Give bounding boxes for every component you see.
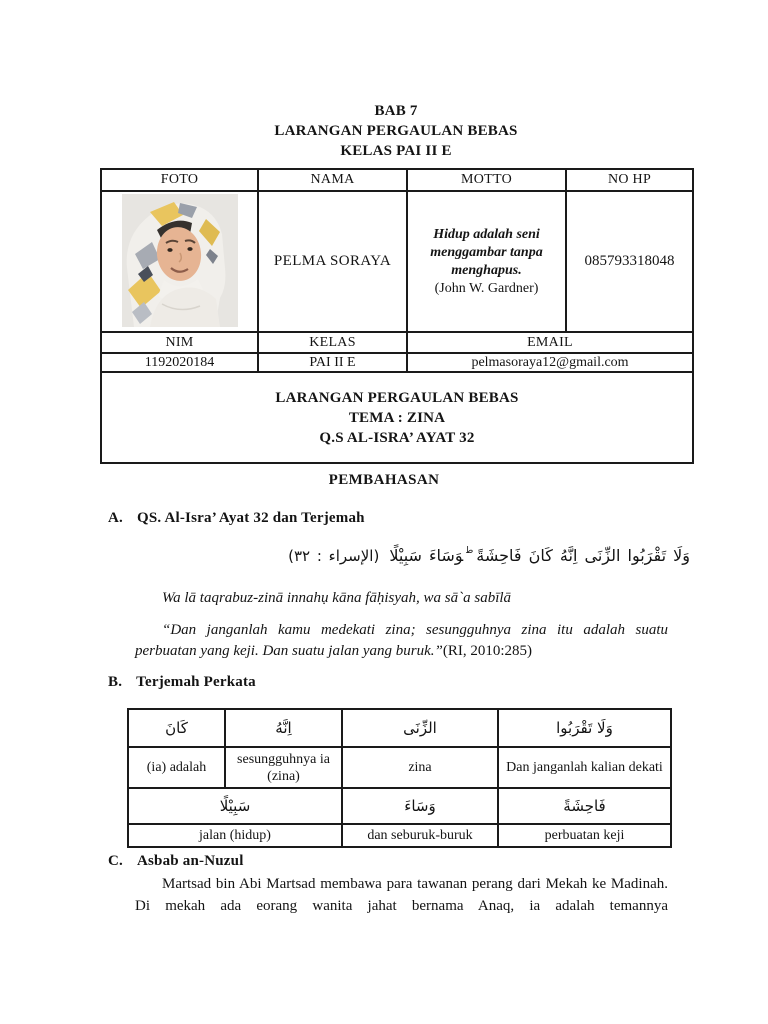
arabic-word-azzina: الزِّنَى <box>342 709 498 747</box>
section-b-heading <box>108 674 256 691</box>
nama-value: PELMA SORAYA <box>258 191 407 332</box>
transliteration: Wa lā taqrabuz-zinā innahụ kāna fāḥisyah, wa sā`a sabīlā <box>162 590 512 606</box>
info-data-row <box>101 191 693 332</box>
nim-value: 1192020184 <box>101 353 258 372</box>
meaning-sabila: jalan (hidup) <box>128 824 342 847</box>
section-a-label: A. <box>108 510 123 526</box>
section-a-title: QS. Al-Isra’ Ayat 32 dan Terjemah <box>136 510 365 526</box>
section-a-heading <box>108 510 365 527</box>
arabic-word-sabila: سَبِيْلًا <box>128 788 342 824</box>
waqf-mark: ط <box>466 546 474 556</box>
meaning-innahu: sesungguhnya ia (zina) <box>225 747 342 788</box>
title-line-2: LARANGAN PERGAULAN BEBAS <box>274 123 518 139</box>
col-header-motto: MOTTO <box>407 169 566 191</box>
meaning-azzina: zina <box>342 747 498 788</box>
email-value: pelmasoraya12@gmail.com <box>407 353 693 372</box>
section-b-label: B. <box>108 674 123 690</box>
footer-line-1: LARANGAN PERGAULAN BEBAS <box>275 389 519 406</box>
col-header-nama: NAMA <box>258 169 407 191</box>
translation-citation: (RI, 2010:285) <box>442 643 533 659</box>
col-header-foto: FOTO <box>101 169 258 191</box>
quran-verse-arabic <box>100 536 690 571</box>
section-c-heading <box>108 853 244 870</box>
motto-cell <box>407 191 566 332</box>
verse-reference: (الإسراء : ٣٢) <box>288 547 380 565</box>
footer-line-2: TEMA : ZINA <box>348 409 446 426</box>
col-header-email: EMAIL <box>407 332 693 353</box>
meaning-fahisyah: perbuatan keji <box>498 824 671 847</box>
phone-value: 085793318048 <box>566 191 693 332</box>
title-line-3: KELAS PAI II E <box>340 143 452 159</box>
col-header-nohp: NO HP <box>566 169 693 191</box>
kelas-value: PAI II E <box>258 353 407 372</box>
arabic-word-wasaa: وَسَاءَ <box>342 788 498 824</box>
info-subheader-row <box>101 332 693 353</box>
verse-text-main: وَلَا تَقْرَبُوا الزِّنَى اِنَّهُ كَانَ فَاحِشَةً <box>476 546 690 565</box>
info-subvalue-row <box>101 353 693 372</box>
translation-paragraph <box>135 620 668 662</box>
document-title-block <box>100 101 692 161</box>
motto-attribution: (John W. Gardner) <box>434 280 539 296</box>
arabic-word-innahu: اِنَّهُ <box>225 709 342 747</box>
col-header-nim: NIM <box>101 332 258 353</box>
meaning-wasaa: dan seburuk-buruk <box>342 824 498 847</box>
motto-quote: Hidup adalah seni menggambar tanpa menghapus. <box>430 226 543 278</box>
student-photo <box>122 194 238 327</box>
word-table-arabic-row-2 <box>128 788 671 824</box>
meaning-kana: (ia) adalah <box>128 747 225 788</box>
word-translation-table <box>127 708 672 848</box>
section-c-label: C. <box>108 853 123 869</box>
asbab-annuzul-paragraph: Martsad bin Abi Martsad membawa para tawanan perang dari Mekah ke Madinah. Di mekah ada eorang wanita jahat bernama Anaq, ia adalah temannya <box>135 876 668 914</box>
info-footer-row <box>101 372 693 463</box>
student-info-table <box>100 168 694 464</box>
word-table-meaning-row-1 <box>128 747 671 788</box>
title-line-1: BAB 7 <box>374 103 418 119</box>
translation-quote: “Dan janganlah kamu medekati zina; sesungguhnya zina itu adalah suatu perbuatan yang keji. Dan suatu jalan yang buruk.” <box>135 622 668 659</box>
col-header-kelas: KELAS <box>258 332 407 353</box>
footer-line-3: Q.S AL-ISRA’ AYAT 32 <box>319 429 475 446</box>
arabic-word-kana: كَانَ <box>128 709 225 747</box>
section-b-title: Terjemah Perkata <box>136 674 256 690</box>
arabic-word-wala-taqrabu: وَلَا تَقْرَبُوا <box>498 709 671 747</box>
pembahasan-heading: PEMBAHASAN <box>328 472 440 488</box>
photo-cell <box>101 191 258 332</box>
word-table-arabic-row-1 <box>128 709 671 747</box>
arabic-word-fahisyah: فَاحِشَةً <box>498 788 671 824</box>
info-header-row <box>101 169 693 191</box>
section-c-title: Asbab an-Nuzul <box>136 853 244 869</box>
meaning-wala-taqrabu: Dan janganlah kalian dekati <box>498 747 671 788</box>
verse-text-end: وَسَاءَ سَبِيْلًا <box>389 546 464 565</box>
word-table-meaning-row-2 <box>128 824 671 847</box>
table-footer <box>101 372 693 463</box>
